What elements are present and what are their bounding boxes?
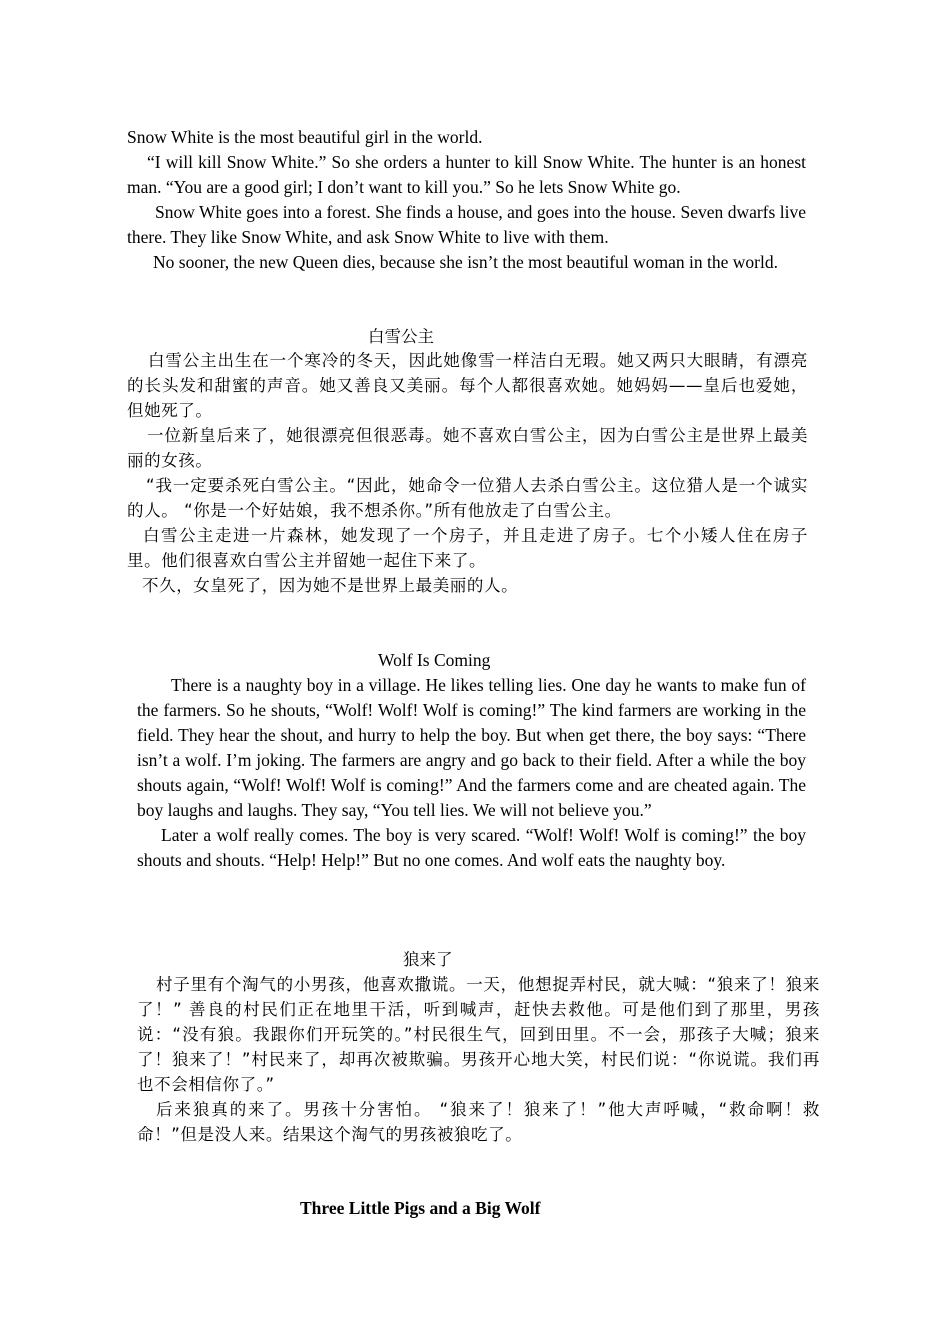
wolf-chinese-title: 狼来了 (403, 950, 453, 969)
paragraph: 白雪公主出生在一个寒冷的冬天，因此她像雪一样洁白无瑕。她又两只大眼睛，有漂亮的长头发和甜蜜的声音。她又善良又美丽。每个人都很喜欢她。她妈妈——皇后也爱她，但她死了。 (127, 351, 808, 420)
paragraph: 村子里有个淘气的小男孩，他喜欢撒谎。一天，他想捉弄村民，就大喊：“狼来了！狼来了！” 善良的村民们正在地里干活，听到喊声，赶快去救他。可是他们到了那里，男孩说：“没有狼。我跟你们开玩笑的。”村民很生气，回到田里。不一会，那孩子大喊；狼来了！狼来了！”村民来了，却再次被欺骗。男孩开心地大笑，村民们说：“你说谎。我们再也不会相信你了。” (137, 975, 820, 1094)
paragraph: Snow White is the most beautiful girl in the world. (127, 127, 483, 147)
paragraph: 后来狼真的来了。男孩十分害怕。 “狼来了！狼来了！”他大声呼喊，“救命啊！救命！”但是没人来。结果这个淘气的男孩被狼吃了。 (137, 1100, 820, 1144)
paragraph: There is a naughty boy in a village. He likes telling lies. One day he wants to make fun of the farmers. So he shouts, “Wolf! Wolf! Wolf is coming!” The kind farmers are working in the field. They hear the shout, and hurry to help the boy. But when get there, the boy says: “There isn’t a wolf. I’m joking. The farmers are angry and go back to their field. After a while the boy shouts again, “Wolf! Wolf! Wolf is coming!” And the farmers come and are cheated again. The boy laughs and laughs. They say, “You tell lies. We will not believe you.” (137, 675, 806, 820)
paragraph: 一位新皇后来了，她很漂亮但很恶毒。她不喜欢白雪公主，因为白雪公主是世界上最美丽的女孩。 (127, 426, 808, 470)
paragraph: 不久，女皇死了，因为她不是世界上最美丽的人。 (142, 576, 519, 595)
paragraph: “我一定要杀死白雪公主。“因此，她命令一位猎人去杀白雪公主。这位猎人是一个诚实的人。 “你是一个好姑娘，我不想杀你。”所有他放走了白雪公主。 (127, 476, 808, 520)
snow-white-chinese-title: 白雪公主 (368, 327, 434, 346)
snow-white-english-text (127, 125, 806, 275)
paragraph: No sooner, the new Queen dies, because she isn’t the most beautiful woman in the world. (153, 252, 778, 272)
wolf-chinese-text (137, 972, 820, 1147)
three-little-pigs-title: Three Little Pigs and a Big Wolf (300, 1198, 541, 1218)
wolf-english-title: Wolf Is Coming (378, 650, 491, 670)
paragraph: Snow White goes into a forest. She finds a house, and goes into the house. Seven dwarfs live there. They like Snow White, and ask Snow White to live with them. (127, 202, 806, 247)
snow-white-chinese-text (127, 348, 808, 598)
paragraph: Later a wolf really comes. The boy is very scared. “Wolf! Wolf! Wolf is coming!” the boy shouts and shouts. “Help! Help!” But no one comes. And wolf eats the naughty boy. (137, 825, 806, 870)
paragraph: “I will kill Snow White.” So she orders a hunter to kill Snow White. The hunter is an honest man. “You are a good girl; I don’t want to kill you.” So he lets Snow White go. (127, 152, 806, 197)
paragraph: 白雪公主走进一片森林，她发现了一个房子，并且走进了房子。七个小矮人住在房子里。他们很喜欢白雪公主并留她一起住下来了。 (127, 526, 808, 570)
wolf-english-text (137, 673, 806, 873)
